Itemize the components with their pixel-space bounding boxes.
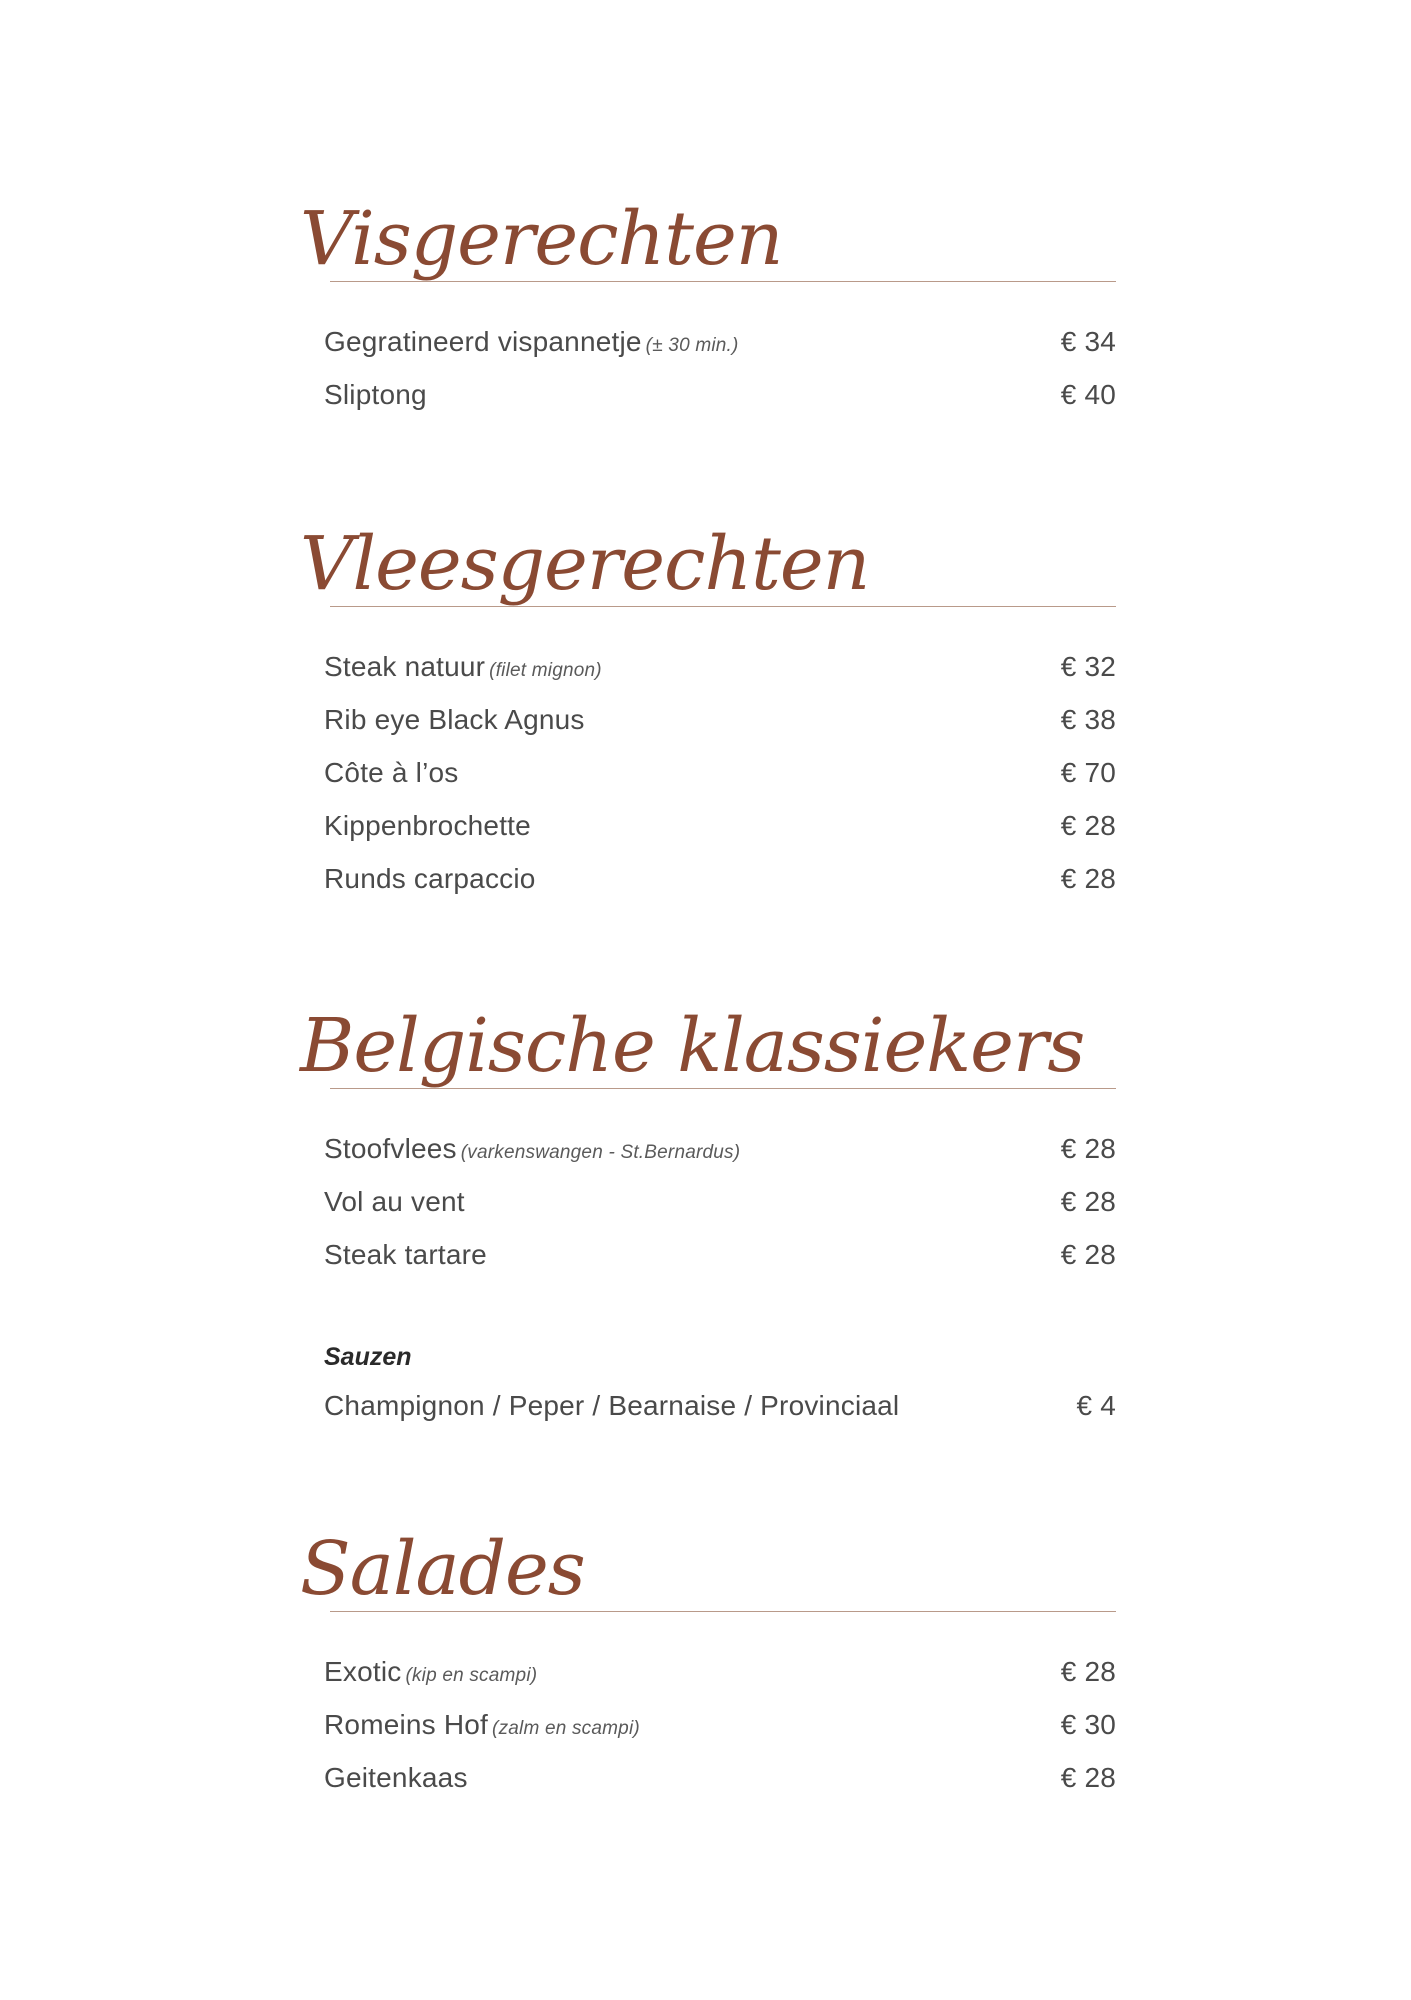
item-name: Côte à l’os: [324, 757, 459, 788]
menu-item: [324, 326, 1116, 379]
section-title: Vleesgerechten: [300, 521, 870, 607]
menu-item: [324, 704, 1116, 757]
menu-item: [324, 863, 1116, 916]
item-name: Runds carpaccio: [324, 863, 536, 894]
section-vleesgerechten: [300, 505, 1116, 916]
section-heading: [300, 1510, 1116, 1620]
item-price: € 28: [1060, 1186, 1116, 1217]
item-name: Steak tartare: [324, 1239, 487, 1270]
menu-item: [324, 1390, 1116, 1443]
item-name: Sliptong: [324, 379, 427, 410]
menu-item: [324, 651, 1116, 704]
item-price: € 30: [1060, 1709, 1116, 1740]
item-price: € 40: [1060, 379, 1116, 410]
section-title: Visgerechten: [300, 196, 783, 282]
item-price: € 28: [1060, 1133, 1116, 1164]
item-name: Romeins Hof: [324, 1709, 489, 1740]
menu-item: [324, 1762, 1116, 1815]
item-name: Exotic: [324, 1656, 402, 1687]
item-name: Kippenbrochette: [324, 810, 531, 841]
menu-item: [324, 1656, 1116, 1709]
menu-list: [300, 1133, 1116, 1292]
item-price: € 28: [1060, 1762, 1116, 1793]
menu-item: [324, 1239, 1116, 1292]
divider: [330, 1088, 1116, 1089]
item-name: Vol au vent: [324, 1186, 465, 1217]
divider: [330, 281, 1116, 282]
menu-list: [300, 1656, 1116, 1815]
section-title: Salades: [300, 1526, 585, 1612]
item-price: € 70: [1060, 757, 1116, 788]
divider: [330, 606, 1116, 607]
item-price: € 28: [1060, 810, 1116, 841]
section-heading: [300, 987, 1116, 1097]
menu-item: [324, 810, 1116, 863]
item-name: Rib eye Black Agnus: [324, 704, 585, 735]
item-name: Gegratineerd vispannetje: [324, 326, 642, 357]
item-name: Steak natuur: [324, 651, 486, 682]
section-visgerechten: [300, 180, 1116, 432]
menu-item: [324, 1709, 1116, 1762]
item-note: (zalm en scampi): [492, 1718, 640, 1739]
item-price: € 28: [1060, 863, 1116, 894]
menu-list: [300, 651, 1116, 916]
section-heading: [300, 180, 1116, 290]
menu-item: [324, 757, 1116, 810]
sauce-list: [300, 1390, 1116, 1443]
divider: [330, 1611, 1116, 1612]
item-note: (± 30 min.): [645, 335, 739, 356]
item-name: Stoofvlees: [324, 1133, 457, 1164]
item-note: (kip en scampi): [405, 1665, 538, 1686]
section-heading: [300, 505, 1116, 615]
menu-item: [324, 1133, 1116, 1186]
item-name: Geitenkaas: [324, 1762, 468, 1793]
menu-item: [324, 1186, 1116, 1239]
menu-item: [324, 379, 1116, 432]
section-salades: [300, 1510, 1116, 1815]
section-title: Belgische klassiekers: [300, 1003, 1085, 1089]
item-price: € 34: [1060, 326, 1116, 357]
item-price: € 28: [1060, 1239, 1116, 1270]
item-note: (filet mignon): [489, 660, 602, 681]
item-name: Champignon / Peper / Bearnaise / Provinciaal: [324, 1390, 900, 1421]
menu-list: [300, 326, 1116, 432]
subsection-title: Sauzen: [324, 1343, 412, 1371]
section-belgische-klassiekers: [300, 987, 1116, 1443]
item-price: € 4: [1076, 1390, 1116, 1421]
item-price: € 38: [1060, 704, 1116, 735]
item-price: € 32: [1060, 651, 1116, 682]
item-note: (varkenswangen - St.Bernardus): [460, 1142, 741, 1163]
item-price: € 28: [1060, 1656, 1116, 1687]
